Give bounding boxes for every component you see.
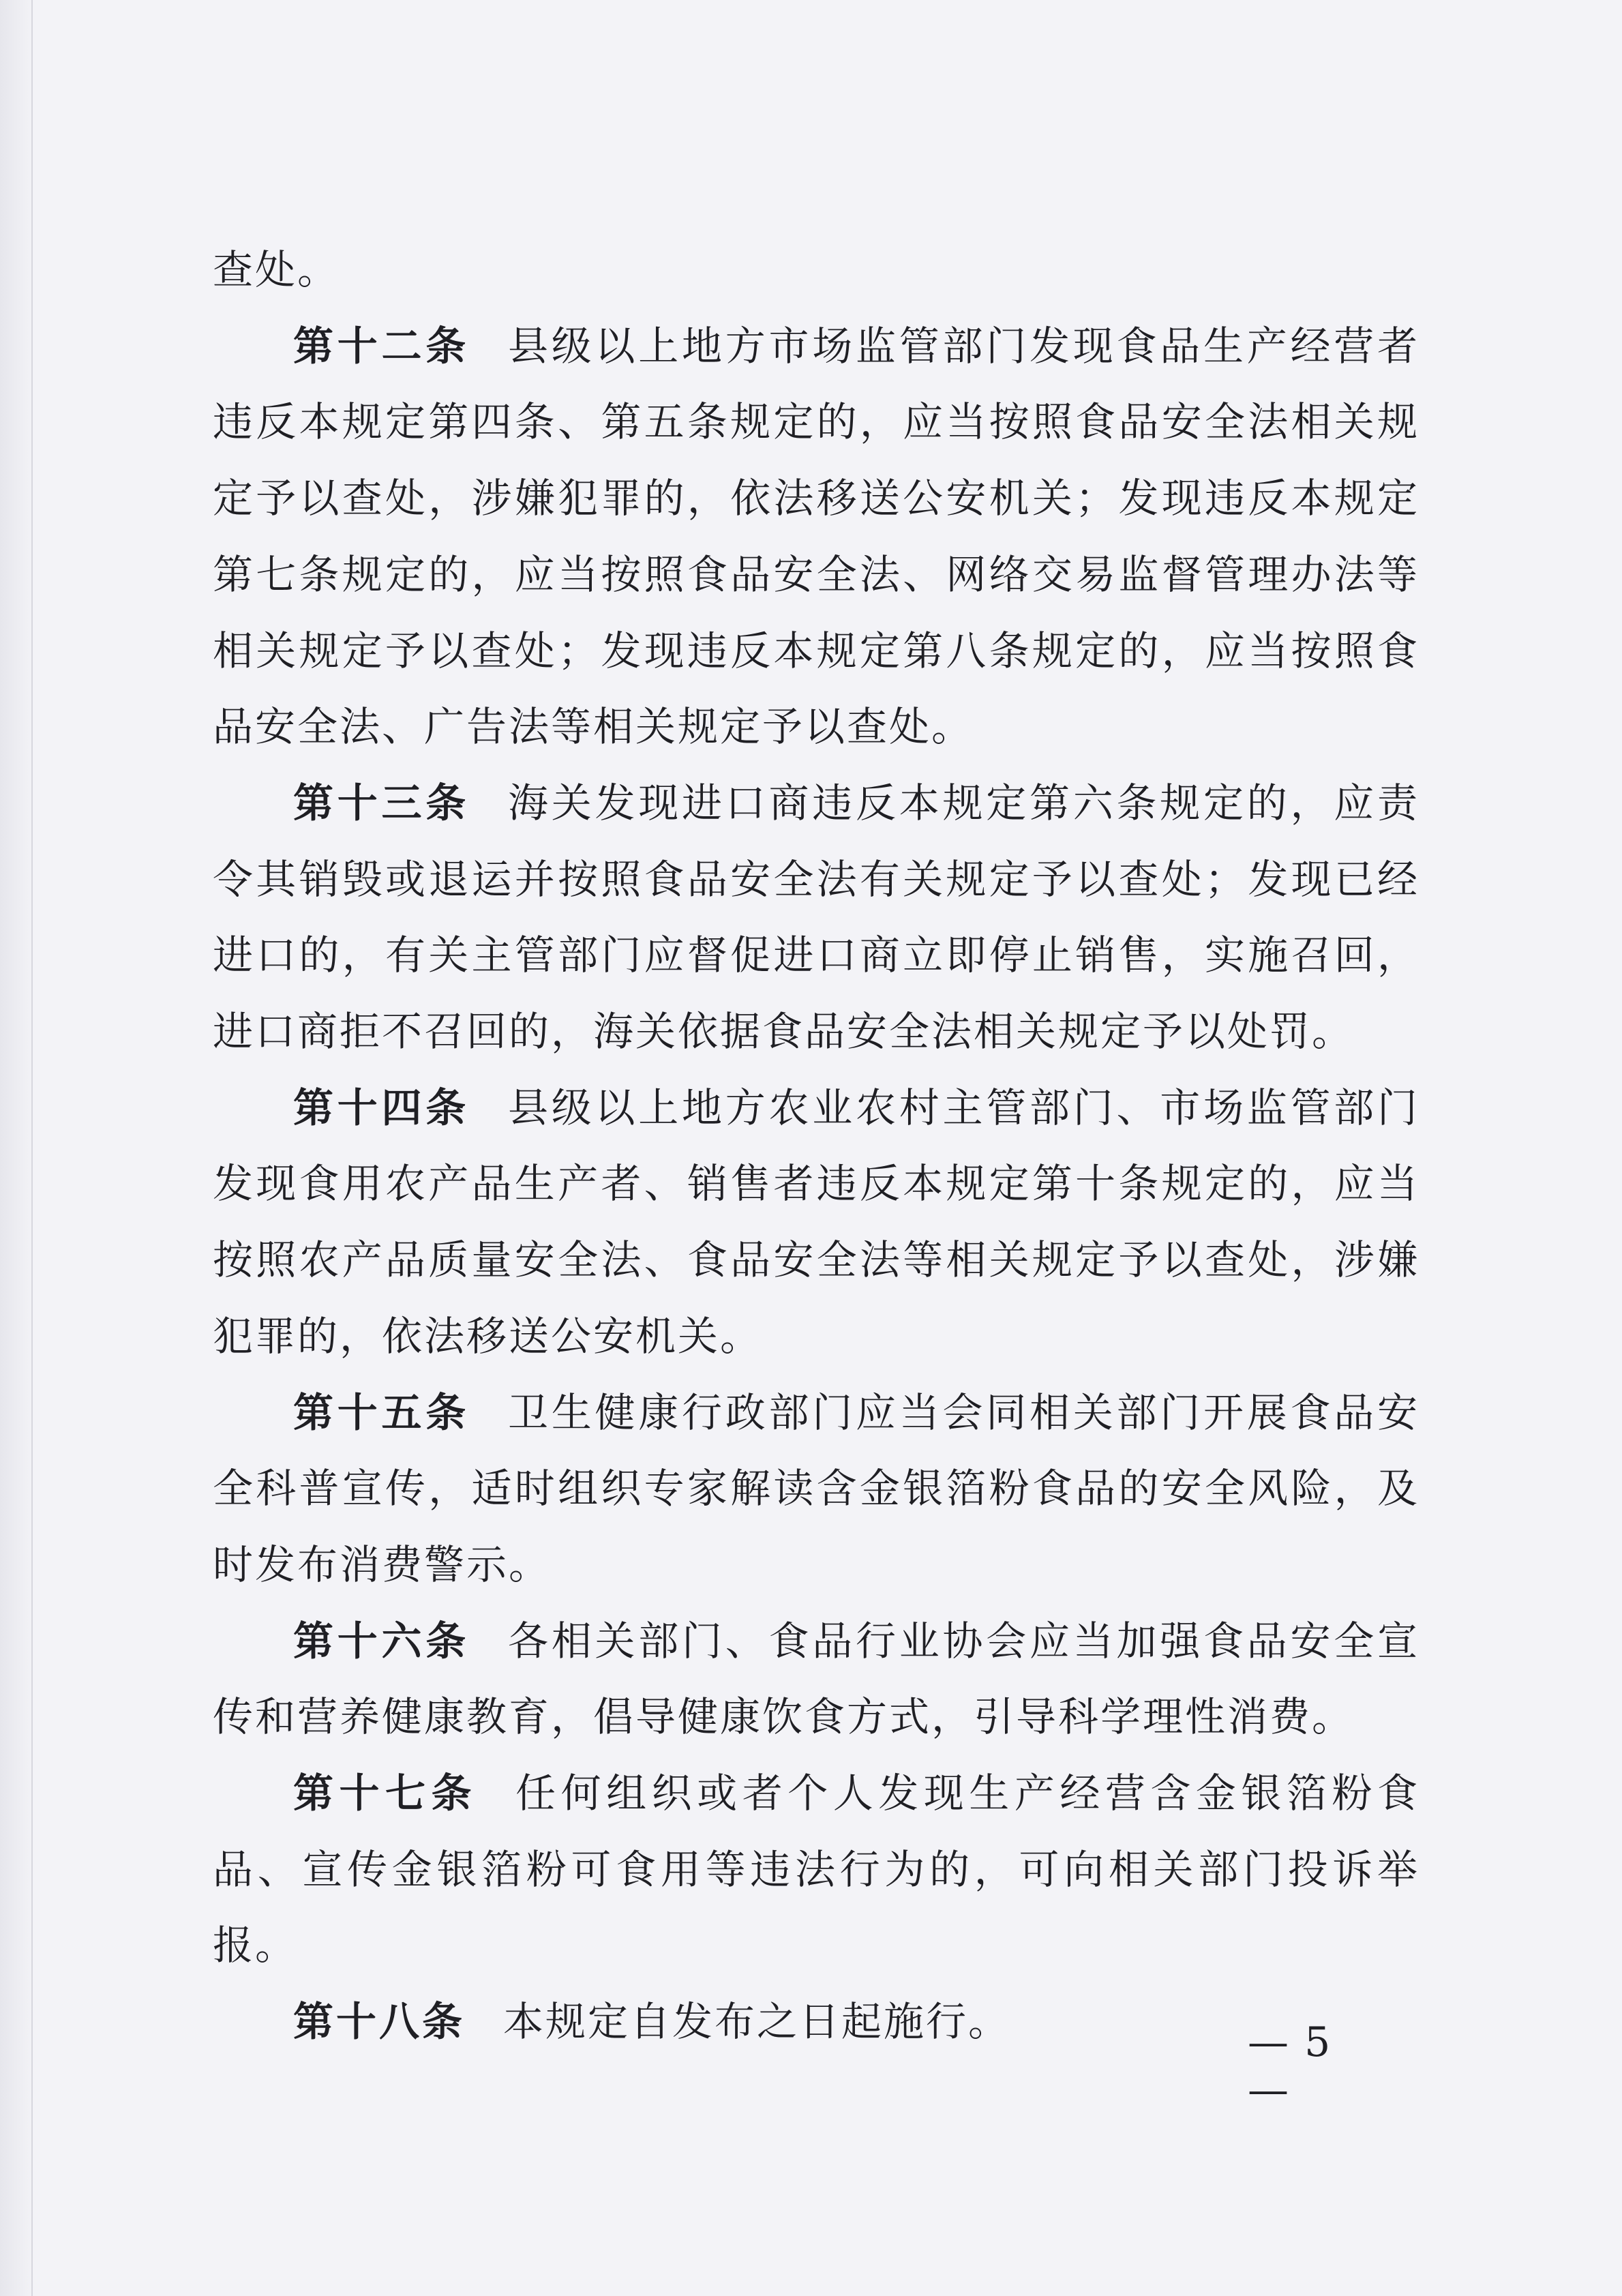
article-text: 县级以上地方农业农村主管部门、市场监管部门发现食用农产品生产者、销售者违反本规定第十条规定的，应当按照农产品质量安全法、食品安全法等相关规定予以查处，涉嫌犯罪的，依法移送公安机关。 [213, 1084, 1420, 1360]
article-heading: 第十二条 [293, 322, 470, 370]
article-heading: 第十七条 [293, 1770, 478, 1817]
article-text: 任何组织或者个人发现生产经营含金银箔粉食品、宣传金银箔粉可食用等违法行为的，可向相关部门投诉举报。 [213, 1770, 1420, 1969]
article-text: 县级以上地方市场监管部门发现食品生产经营者违反本规定第四条、第五条规定的，应当按照食品安全法相关规定予以查处，涉嫌犯罪的，依法移送公安机关；发现违反本规定第七条规定的，应当按照食品安全法、网络交易监督管理办法等相关规定予以查处；发现违反本规定第八条规定的，应当按照食品安全法、广告法等相关规定予以查处。 [213, 322, 1420, 751]
article-13 [213, 765, 1420, 1070]
scan-edge [0, 0, 34, 2296]
article-heading: 第十三条 [293, 779, 470, 826]
article-18 [213, 1984, 1420, 2060]
article-heading: 第十五条 [293, 1388, 470, 1436]
article-16 [213, 1603, 1420, 1755]
article-text: 卫生健康行政部门应当会同相关部门开展食品安全科普宣传，适时组织专家解读含金银箔粉食品的安全风险，及时发布消费警示。 [213, 1388, 1420, 1588]
article-15 [213, 1375, 1420, 1603]
article-14 [213, 1070, 1420, 1375]
article-12 [213, 308, 1420, 765]
article-heading: 第十八条 [293, 1998, 466, 2046]
article-text: 海关发现进口商违反本规定第六条规定的，应责令其销毁或退运并按照食品安全法有关规定予以查处；发现已经进口的，有关主管部门应督促进口商立即停止销售，实施召回，进口商拒不召回的，海关依据食品安全法相关规定予以处罚。 [213, 779, 1420, 1056]
article-heading: 第十六条 [293, 1617, 470, 1665]
page-number: — 5 — [1248, 2018, 1332, 2114]
continuation-paragraph: 查处。 [213, 246, 340, 293]
document-body [213, 232, 1420, 2060]
article-heading: 第十四条 [293, 1084, 470, 1131]
scan-edge-line [31, 0, 33, 2296]
article-text: 本规定自发布之日起施行。 [503, 1998, 1011, 2046]
article-17 [213, 1755, 1420, 1984]
article-text: 各相关部门、食品行业协会应当加强食品安全宣传和营养健康教育，倡导健康饮食方式，引导科学理性消费。 [213, 1617, 1420, 1741]
